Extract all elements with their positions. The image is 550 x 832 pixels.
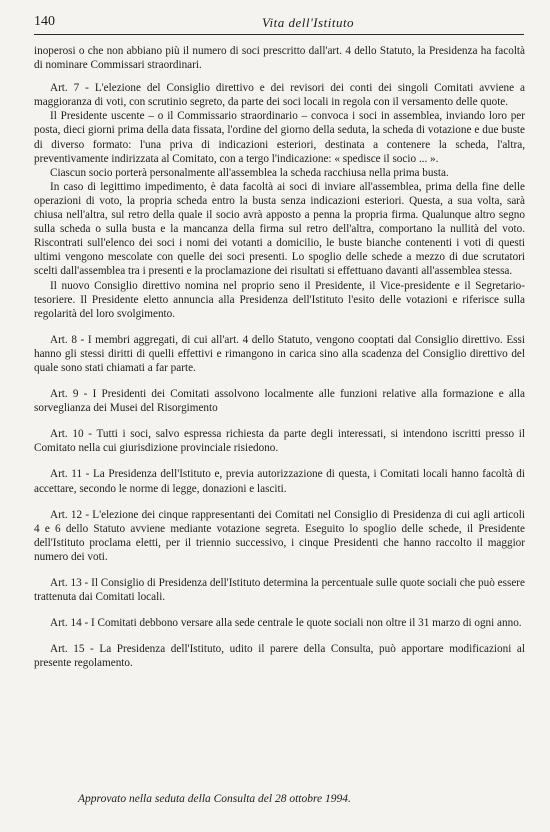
paragraph-art-9: Art. 9 - I Presidenti dei Comitati assolvono localmente alle funzioni relative alla formazione e alla sorveglianza dei Musei del Risorgimento (34, 388, 525, 415)
paragraph-art-7-new-council: Il nuovo Consiglio direttivo nomina nel proprio seno il Presidente, il Vice-presidente e il Segretario-tesoriere. Il Presidente eletto annuncia alla Presidenza dell'Istituto l'esito delle votazioni e riferisce sulla regolarità del loro svolgimento. (34, 279, 525, 320)
paragraph-art-7-convocation: Il Presidente uscente – o il Commissario straordinario – convoca i soci in assemblea, inviando loro per posta, dieci giorni prima della data fissata, l'ordine del giorno della seduta, la scheda di votazione e due buste di diverso formato: l'una priva di indicazioni esteriori, destinata a contenere la scheda, l'altra, preventivamente indirizzata al Comitato, con a tergo l'indicazione: « spedisce il socio ... ». (34, 110, 525, 165)
approval-note: Approvato nella seduta della Consulta del 28 ottobre 1994. (78, 793, 351, 805)
running-title: Vita dell'Istituto (262, 15, 355, 30)
page-header (34, 14, 524, 35)
paragraph-art-7-impediment: In caso di legittimo impedimento, è data facoltà ai soci di inviare all'assemblea, prima della fine delle operazioni di voto, la propria scheda entro la busta senza indicazioni esteriori. Questa, a sua volta, sarà chiusa nell'altra, sul retro della quale il socio avrà apposto a penna la propria firma. Qualunque altro segno sulla scheda o sulla busta e la mancanza della firma sul retro dell'altra, comportano la nullità del voto. Riscontrati sull'elenco dei soci i nomi dei votanti a domicilio, le buste bianche contenenti i voti di questi ultimi vengono mescolate con quelle dei soci presenti. Lo spoglio delle schede a mezzo di due scrutatori scelti dall'assemblea tra i presenti e la proclamazione dei risultati si effettuano davanti all'assemblea stessa. (34, 180, 525, 278)
paragraph-art-7: Art. 7 - L'elezione del Consiglio direttivo e dei revisori dei conti dei singoli Comitati avviene a maggioranza di voti, con scrutinio segreto, da parte dei soci locali in regola con il versamento delle quote. (34, 82, 525, 109)
paragraph-art-7-ballot: Ciascun socio porterà personalmente all'assemblea la scheda racchiusa nella prima busta. (50, 166, 449, 179)
paragraph-art-11: Art. 11 - La Presidenza dell'Istituto e, previa autorizzazione di questa, i Comitati locali hanno facoltà di accettare, secondo le norme di legge, donazioni e lasciti. (34, 468, 525, 495)
body-text (34, 44, 525, 670)
paragraph-art-10: Art. 10 - Tutti i soci, salvo espressa richiesta da parte degli interessati, si intendono iscritti presso il Comitato nella cui giurisdizione provinciale risiedono. (34, 428, 525, 455)
paragraph-art-12: Art. 12 - L'elezione dei cinque rappresentanti dei Comitati nel Consiglio di Presidenza di cui agli articoli 4 e 6 dello Statuto avviene mediante votazione segreta. Eseguito lo spoglio delle schede, il Presidente dell'Istituto proclama eletti, per il triennio successivo, i cinque Presidenti che hanno raccolto il maggior numero dei voti. (34, 508, 525, 563)
paragraph-art-14: Art. 14 - I Comitati debbono versare alla sede centrale le quote sociali non oltre il 31 marzo di ogni anno. (50, 617, 522, 630)
paragraph-art-6-continuation: inoperosi o che non abbiano più il numero di soci prescritto dall'art. 4 dello Statuto, la Presidenza ha facoltà di nominare Commissari straordinari. (34, 45, 525, 72)
page-number: 140 (34, 14, 55, 29)
paragraph-art-8: Art. 8 - I membri aggregati, di cui all'art. 4 dello Statuto, vengono cooptati dal Consiglio direttivo. Essi hanno gli stessi diritti di quelli effettivi e rimangono in carica sino alla scadenza del Consiglio direttivo del quale sono stati chiamati a far parte. (34, 333, 525, 374)
paragraph-art-13: Art. 13 - Il Consiglio di Presidenza dell'Istituto determina la percentuale sulle quote sociali che può essere trattenuta dai Comitati locali. (34, 577, 525, 604)
paragraph-art-15: Art. 15 - La Presidenza dell'Istituto, udito il parere della Consulta, può apportare modificazioni al presente regolamento. (34, 643, 525, 670)
